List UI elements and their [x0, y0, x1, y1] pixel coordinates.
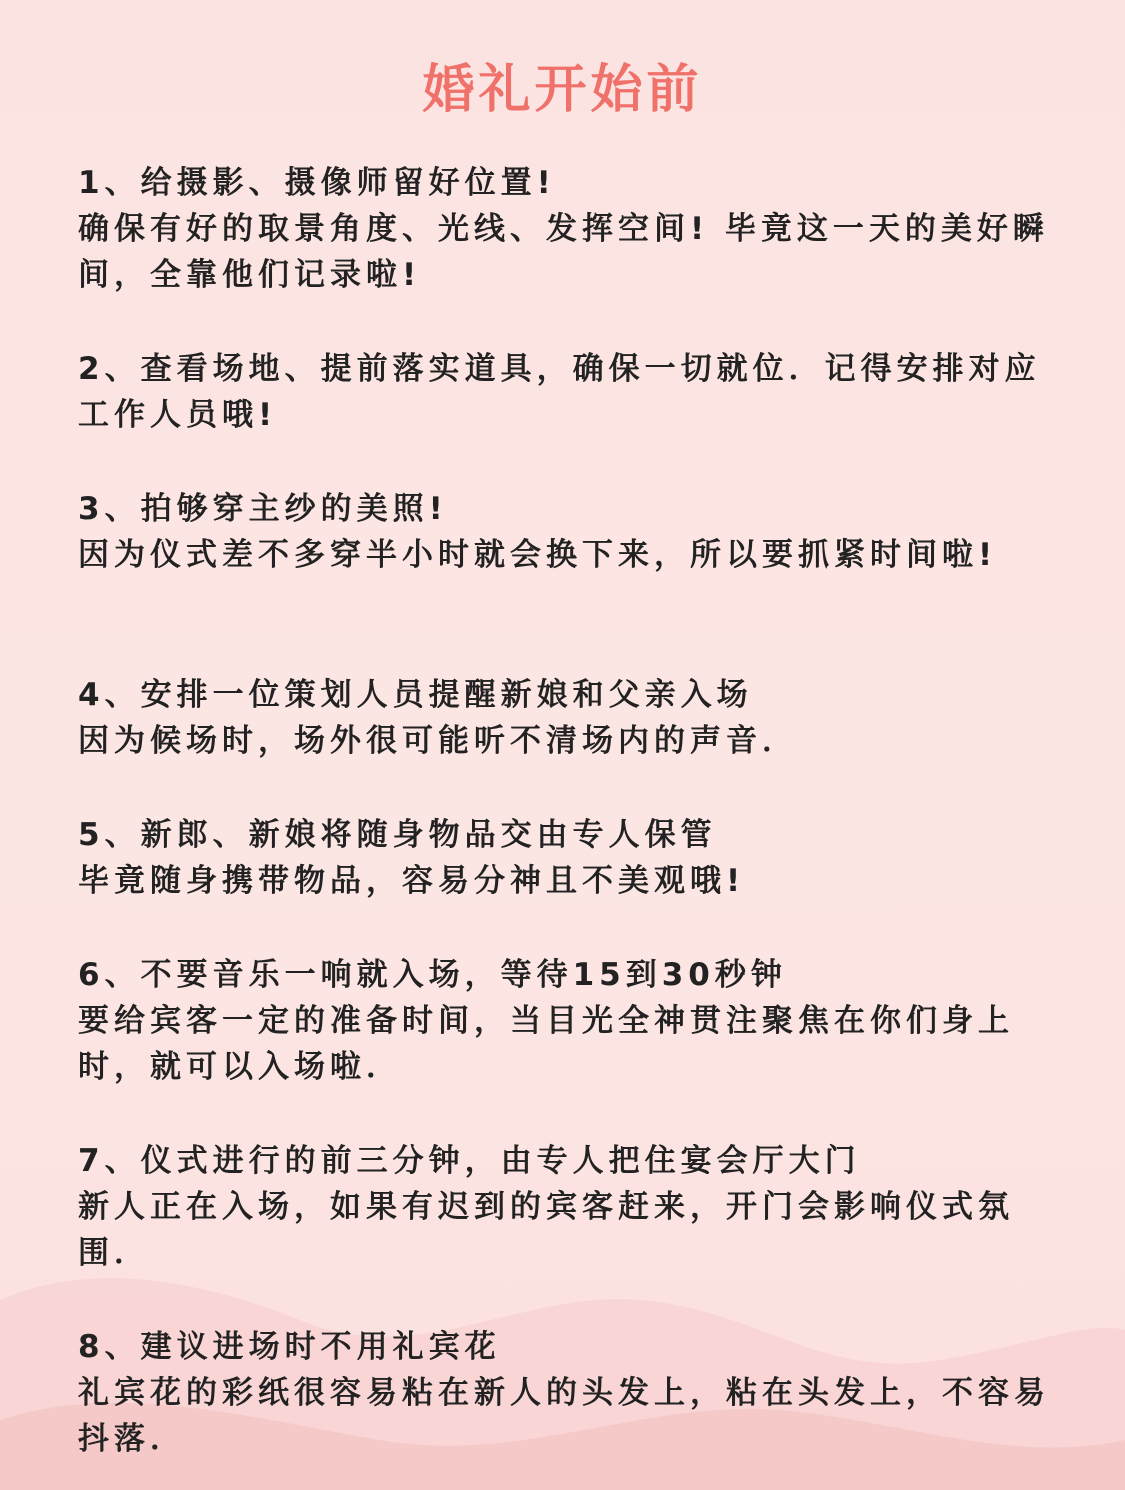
tip-heading: 6、不要音乐一响就入场，等待15到30秒钟: [78, 957, 787, 993]
tip-section-8: [78, 1324, 1053, 1462]
tip-body: 因为候场时，场外很可能听不清场内的声音．: [78, 723, 798, 759]
tip-section-5: [78, 812, 1053, 904]
tip-section-2: [78, 346, 1053, 438]
tip-section-6: [78, 952, 1053, 1090]
tip-body: 要给宾客一定的准备时间，当目光全神贯注聚焦在你们身上时，就可以入场啦．: [78, 1003, 1014, 1085]
page-title: 婚礼开始前: [422, 60, 703, 120]
tip-heading: 4、安排一位策划人员提醒新娘和父亲入场: [78, 677, 753, 713]
tip-body: 确保有好的取景角度、光线、发挥空间! 毕竟这一天的美好瞬间，全靠他们记录啦!: [78, 211, 1049, 293]
tip-body: 因为仪式差不多穿半小时就会换下来，所以要抓紧时间啦!: [78, 537, 998, 573]
tip-section-7: [78, 1138, 1053, 1276]
tip-section-1: [78, 160, 1053, 298]
tip-body: 新人正在入场，如果有迟到的宾客赶来，开门会影响仪式氛围．: [78, 1189, 1014, 1271]
tip-heading: 8、建议进场时不用礼宾花: [78, 1329, 501, 1365]
tip-section-4: [78, 672, 1053, 764]
tip-body: 毕竟随身携带物品，容易分神且不美观哦!: [78, 863, 746, 899]
tip-body: 礼宾花的彩纸很容易粘在新人的头发上，粘在头发上，不容易抖落．: [78, 1375, 1050, 1457]
tip-heading: 5、新郎、新娘将随身物品交由专人保管: [78, 817, 717, 853]
tip-heading: 2、查看场地、提前落实道具，确保一切就位．记得安排对应工作人员哦!: [78, 351, 1041, 433]
tip-section-3: [78, 486, 1053, 578]
tip-heading: 3、拍够穿主纱的美照!: [78, 491, 448, 527]
tip-heading: 7、仪式进行的前三分钟，由专人把住宴会厅大门: [78, 1143, 861, 1179]
tip-heading: 1、给摄影、摄像师留好位置!: [78, 165, 556, 201]
